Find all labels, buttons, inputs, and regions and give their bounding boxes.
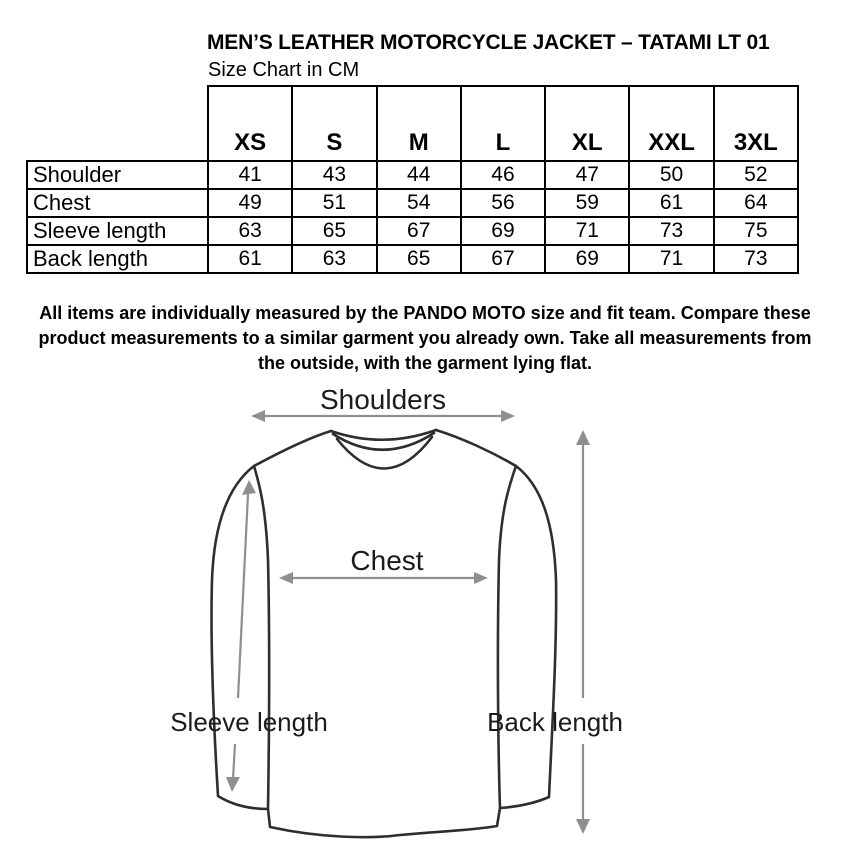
size-chart-table xyxy=(26,85,799,274)
cell-value: 56 xyxy=(461,189,545,217)
cell-value: 49 xyxy=(208,189,292,217)
cell-value: 69 xyxy=(545,245,629,273)
chest-arrow-left-head xyxy=(279,572,293,584)
cell-value: 59 xyxy=(545,189,629,217)
cell-value: 52 xyxy=(714,161,798,189)
cell-value: 44 xyxy=(377,161,461,189)
cell-value: 69 xyxy=(461,217,545,245)
sleeve-length-label: Sleeve length xyxy=(170,707,328,737)
shirt-right-shoulder-seam xyxy=(436,430,516,466)
size-col-header: XS xyxy=(208,86,292,161)
cell-value: 47 xyxy=(545,161,629,189)
cell-value: 67 xyxy=(461,245,545,273)
shirt-right-sleeve xyxy=(498,466,556,808)
cell-value: 54 xyxy=(377,189,461,217)
shoulders-arrow-left-head xyxy=(251,410,265,422)
measurement-note: All items are individually measured by the PANDO MOTO size and fit team. Compare these product measurements to a similar garment you already own. Take all measurements from the outside, with the garment lying flat. xyxy=(38,303,812,373)
cell-value: 75 xyxy=(714,217,798,245)
table-row-back-length xyxy=(27,245,798,273)
back-length-label: Back length xyxy=(487,707,623,737)
row-label: Back length xyxy=(27,245,208,273)
table-row-shoulder xyxy=(27,161,798,189)
back-arrow-top-head xyxy=(576,430,590,445)
cell-value: 67 xyxy=(377,217,461,245)
shirt-outline xyxy=(211,430,556,837)
cell-value: 71 xyxy=(629,245,713,273)
size-col-header: XL xyxy=(545,86,629,161)
size-col-header: XXL xyxy=(629,86,713,161)
size-col-header: 3XL xyxy=(714,86,798,161)
shirt-collar-outer-line xyxy=(331,430,436,440)
size-header-row xyxy=(27,86,798,161)
cell-value: 43 xyxy=(292,161,376,189)
cell-value: 73 xyxy=(629,217,713,245)
cell-value: 61 xyxy=(208,245,292,273)
shoulders-arrow-right-head xyxy=(501,410,515,422)
cell-value: 50 xyxy=(629,161,713,189)
corner-cell xyxy=(27,86,208,161)
cell-value: 63 xyxy=(208,217,292,245)
shirt-left-shoulder-seam xyxy=(254,431,331,466)
chest-label: Chest xyxy=(350,545,424,576)
cell-value: 63 xyxy=(292,245,376,273)
table-row-chest xyxy=(27,189,798,217)
garment-measurement-diagram xyxy=(0,388,850,850)
row-label: Shoulder xyxy=(27,161,208,189)
size-col-header: L xyxy=(461,86,545,161)
cell-value: 73 xyxy=(714,245,798,273)
cell-value: 65 xyxy=(292,217,376,245)
cell-value: 61 xyxy=(629,189,713,217)
size-col-header: S xyxy=(292,86,376,161)
chest-arrow-right-head xyxy=(474,572,488,584)
size-col-header: M xyxy=(377,86,461,161)
page-title: MEN’S LEATHER MOTORCYCLE JACKET – TATAMI LT 01 xyxy=(207,31,770,54)
cell-value: 64 xyxy=(714,189,798,217)
table-caption: Size Chart in CM xyxy=(208,59,360,81)
cell-value: 51 xyxy=(292,189,376,217)
shirt-hem xyxy=(268,808,500,837)
cell-value: 41 xyxy=(208,161,292,189)
back-arrow-bottom-head xyxy=(576,819,590,834)
row-label: Sleeve length xyxy=(27,217,208,245)
cell-value: 71 xyxy=(545,217,629,245)
table-row-sleeve-length xyxy=(27,217,798,245)
cell-value: 65 xyxy=(377,245,461,273)
row-label: Chest xyxy=(27,189,208,217)
shoulders-label: Shoulders xyxy=(319,388,447,415)
cell-value: 46 xyxy=(461,161,545,189)
